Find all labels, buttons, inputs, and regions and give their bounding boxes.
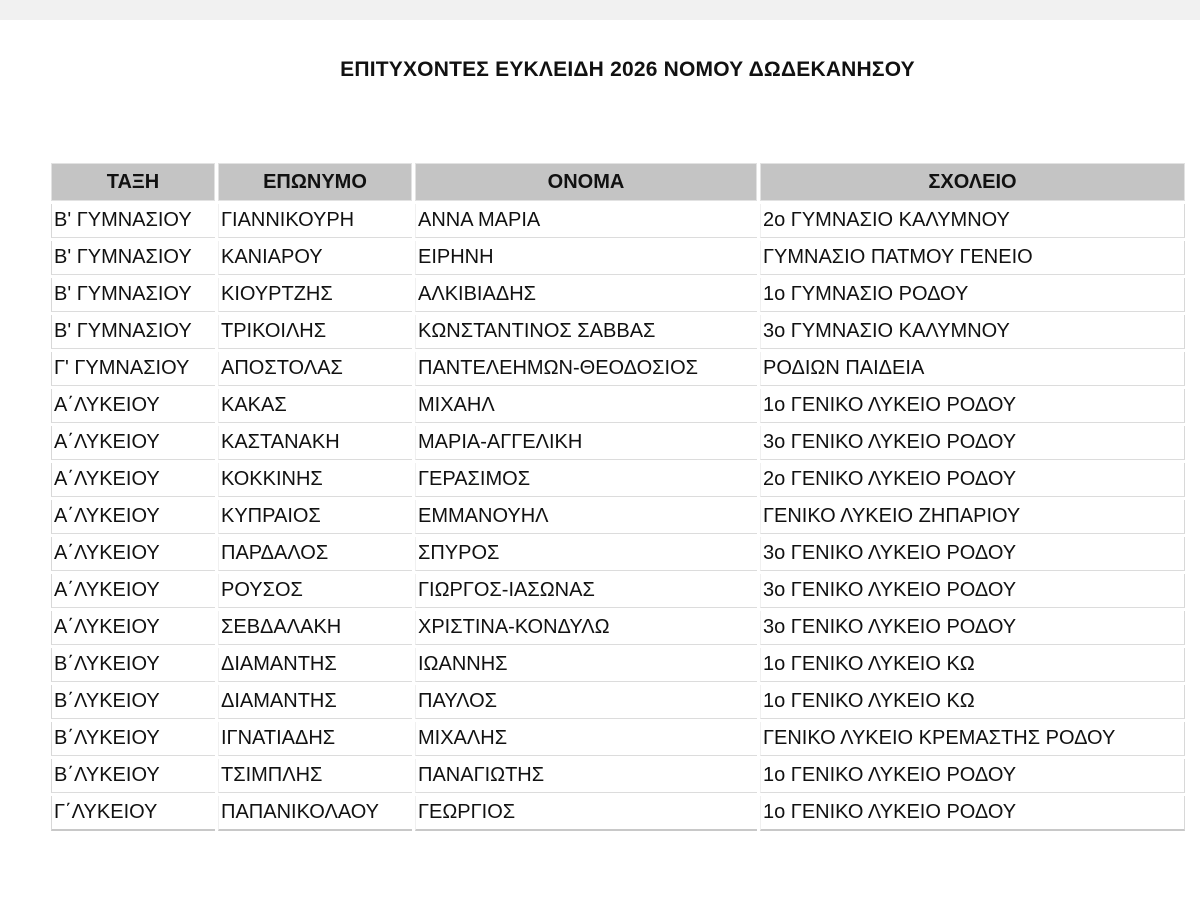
cell-class: Β' ΓΥΜΝΑΣΙΟΥ (51, 278, 215, 312)
cell-first-name: ΕΜΜΑΝΟΥΗΛ (415, 500, 757, 534)
cell-school: 3ο ΓΥΜΝΑΣΙΟ ΚΑΛΥΜΝΟΥ (760, 315, 1185, 349)
cell-school: 3ο ΓΕΝΙΚΟ ΛΥΚΕΙΟ ΡΟΔΟΥ (760, 537, 1185, 571)
cell-surname: ΑΠΟΣΤΟΛΑΣ (218, 352, 412, 386)
cell-first-name: ΜΑΡΙΑ-ΑΓΓΕΛΙΚΗ (415, 426, 757, 460)
table-row (51, 426, 1185, 460)
cell-first-name: ΑΛΚΙΒΙΑΔΗΣ (415, 278, 757, 312)
table-row (51, 759, 1185, 793)
cell-class: Β΄ΛΥΚΕΙΟΥ (51, 722, 215, 756)
cell-class: Α΄ΛΥΚΕΙΟΥ (51, 426, 215, 460)
table-header-row (51, 163, 1185, 201)
table-row (51, 278, 1185, 312)
cell-surname: ΣΕΒΔΑΛΑΚΗ (218, 611, 412, 645)
cell-class: Β' ΓΥΜΝΑΣΙΟΥ (51, 241, 215, 275)
cell-school: 1ο ΓΕΝΙΚΟ ΛΥΚΕΙΟ ΚΩ (760, 648, 1185, 682)
cell-first-name: ΧΡΙΣΤΙΝΑ-ΚΟΝΔΥΛΩ (415, 611, 757, 645)
cell-first-name: ΑΝΝΑ ΜΑΡΙΑ (415, 204, 757, 238)
column-header-surname: ΕΠΩΝΥΜΟ (218, 163, 412, 201)
table-row (51, 352, 1185, 386)
cell-class: Β΄ΛΥΚΕΙΟΥ (51, 759, 215, 793)
cell-school: 1ο ΓΥΜΝΑΣΙΟ ΡΟΔΟΥ (760, 278, 1185, 312)
cell-school: 3ο ΓΕΝΙΚΟ ΛΥΚΕΙΟ ΡΟΔΟΥ (760, 611, 1185, 645)
cell-surname: ΚΑΝΙΑΡΟΥ (218, 241, 412, 275)
cell-first-name: ΠΑΝΑΓΙΩΤΗΣ (415, 759, 757, 793)
cell-first-name: ΕΙΡΗΝΗ (415, 241, 757, 275)
cell-class: Α΄ΛΥΚΕΙΟΥ (51, 537, 215, 571)
cell-surname: ΠΑΠΑΝΙΚΟΛΑΟΥ (218, 796, 412, 831)
cell-school: ΓΕΝΙΚΟ ΛΥΚΕΙΟ ΖΗΠΑΡΙΟΥ (760, 500, 1185, 534)
cell-surname: ΙΓΝΑΤΙΑΔΗΣ (218, 722, 412, 756)
cell-school: 1ο ΓΕΝΙΚΟ ΛΥΚΕΙΟ ΡΟΔΟΥ (760, 759, 1185, 793)
table-row (51, 611, 1185, 645)
cell-school: 3ο ΓΕΝΙΚΟ ΛΥΚΕΙΟ ΡΟΔΟΥ (760, 426, 1185, 460)
cell-first-name: ΓΕΩΡΓΙΟΣ (415, 796, 757, 831)
results-table (48, 160, 1188, 834)
table-row (51, 574, 1185, 608)
cell-surname: ΠΑΡΔΑΛΟΣ (218, 537, 412, 571)
cell-surname: ΔΙΑΜΑΝΤΗΣ (218, 685, 412, 719)
cell-school: 1ο ΓΕΝΙΚΟ ΛΥΚΕΙΟ ΚΩ (760, 685, 1185, 719)
cell-surname: ΔΙΑΜΑΝΤΗΣ (218, 648, 412, 682)
column-header-class: ΤΑΞΗ (51, 163, 215, 201)
cell-class: Γ' ΓΥΜΝΑΣΙΟΥ (51, 352, 215, 386)
table-body (51, 204, 1185, 831)
table-row (51, 241, 1185, 275)
table-row (51, 463, 1185, 497)
table-row (51, 315, 1185, 349)
table-row (51, 722, 1185, 756)
table-row (51, 537, 1185, 571)
cell-first-name: ΜΙΧΑΗΛ (415, 389, 757, 423)
cell-class: Β' ΓΥΜΝΑΣΙΟΥ (51, 315, 215, 349)
cell-surname: ΚΟΚΚΙΝΗΣ (218, 463, 412, 497)
cell-class: Β΄ΛΥΚΕΙΟΥ (51, 685, 215, 719)
cell-surname: ΤΣΙΜΠΛΗΣ (218, 759, 412, 793)
cell-class: Α΄ΛΥΚΕΙΟΥ (51, 389, 215, 423)
cell-surname: ΤΡΙΚΟΙΛΗΣ (218, 315, 412, 349)
cell-surname: ΚΥΠΡΑΙΟΣ (218, 500, 412, 534)
cell-school: ΓΕΝΙΚΟ ΛΥΚΕΙΟ ΚΡΕΜΑΣΤΗΣ ΡΟΔΟΥ (760, 722, 1185, 756)
cell-class: Β' ΓΥΜΝΑΣΙΟΥ (51, 204, 215, 238)
cell-class: Α΄ΛΥΚΕΙΟΥ (51, 611, 215, 645)
cell-school: 1ο ΓΕΝΙΚΟ ΛΥΚΕΙΟ ΡΟΔΟΥ (760, 796, 1185, 831)
table-row (51, 500, 1185, 534)
cell-first-name: ΙΩΑΝΝΗΣ (415, 648, 757, 682)
cell-surname: ΚΑΚΑΣ (218, 389, 412, 423)
cell-first-name: ΜΙΧΑΛΗΣ (415, 722, 757, 756)
cell-class: Β΄ΛΥΚΕΙΟΥ (51, 648, 215, 682)
table-row (51, 796, 1185, 831)
table-row (51, 685, 1185, 719)
cell-surname: ΚΙΟΥΡΤΖΗΣ (218, 278, 412, 312)
cell-school: 3ο ΓΕΝΙΚΟ ΛΥΚΕΙΟ ΡΟΔΟΥ (760, 574, 1185, 608)
cell-class: Α΄ΛΥΚΕΙΟΥ (51, 463, 215, 497)
table-row (51, 204, 1185, 238)
page-title: ΕΠΙΤΥΧΟΝΤΕΣ ΕΥΚΛΕΙΔΗ 2026 ΝΟΜΟΥ ΔΩΔΕΚΑΝΗΣΟΥ (340, 58, 915, 81)
cell-school: 2ο ΓΥΜΝΑΣΙΟ ΚΑΛΥΜΝΟΥ (760, 204, 1185, 238)
cell-school: ΓΥΜΝΑΣΙΟ ΠΑΤΜΟΥ ΓΕΝΕΙΟ (760, 241, 1185, 275)
cell-surname: ΚΑΣΤΑΝΑΚΗ (218, 426, 412, 460)
column-header-first-name: ΟΝΟΜΑ (415, 163, 757, 201)
cell-first-name: ΣΠΥΡΟΣ (415, 537, 757, 571)
cell-first-name: ΠΑΥΛΟΣ (415, 685, 757, 719)
cell-first-name: ΠΑΝΤΕΛΕΗΜΩΝ-ΘΕΟΔΟΣΙΟΣ (415, 352, 757, 386)
top-bar (0, 0, 1200, 20)
cell-school: 1ο ΓΕΝΙΚΟ ΛΥΚΕΙΟ ΡΟΔΟΥ (760, 389, 1185, 423)
table-row (51, 389, 1185, 423)
cell-surname: ΓΙΑΝΝΙΚΟΥΡΗ (218, 204, 412, 238)
cell-class: Α΄ΛΥΚΕΙΟΥ (51, 574, 215, 608)
column-header-school: ΣΧΟΛΕΙΟ (760, 163, 1185, 201)
cell-first-name: ΚΩΝΣΤΑΝΤΙΝΟΣ ΣΑΒΒΑΣ (415, 315, 757, 349)
table-row (51, 648, 1185, 682)
cell-class: Γ΄ΛΥΚΕΙΟΥ (51, 796, 215, 831)
cell-surname: ΡΟΥΣΟΣ (218, 574, 412, 608)
cell-school: ΡΟΔΙΩΝ ΠΑΙΔΕΙΑ (760, 352, 1185, 386)
cell-school: 2ο ΓΕΝΙΚΟ ΛΥΚΕΙΟ ΡΟΔΟΥ (760, 463, 1185, 497)
cell-first-name: ΓΙΩΡΓΟΣ-ΙΑΣΩΝΑΣ (415, 574, 757, 608)
cell-class: Α΄ΛΥΚΕΙΟΥ (51, 500, 215, 534)
cell-first-name: ΓΕΡΑΣΙΜΟΣ (415, 463, 757, 497)
